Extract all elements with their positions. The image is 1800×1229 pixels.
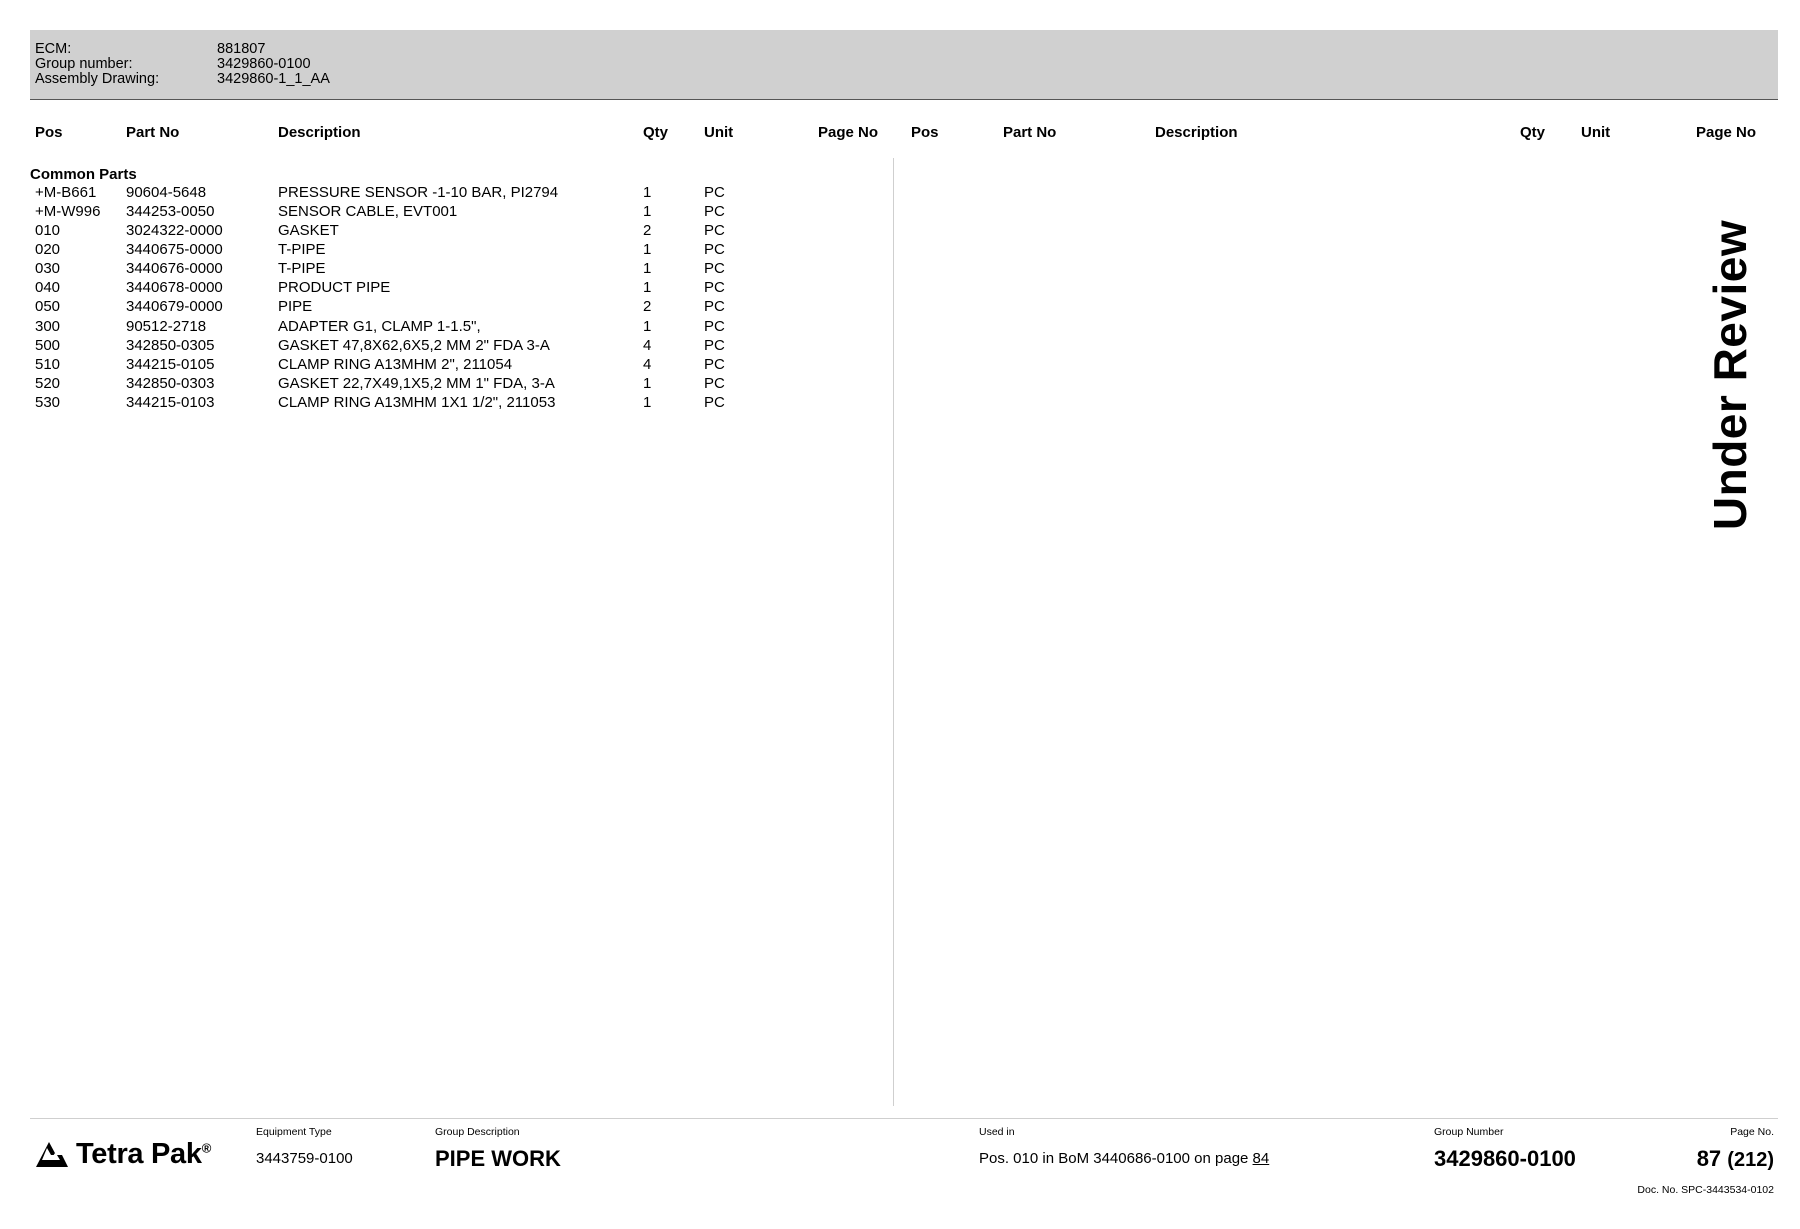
row-qty: 1	[643, 241, 652, 258]
brand-logo	[34, 1136, 211, 1172]
page-total: (212)	[1727, 1149, 1774, 1171]
row-part-no: 3440678-0000	[126, 279, 223, 296]
page-number: 87	[1696, 1146, 1722, 1171]
page-no-value	[1697, 1146, 1774, 1172]
row-part-no: 344215-0103	[126, 394, 215, 411]
row-pos: 520	[35, 375, 61, 392]
row-description: GASKET 47,8X62,6X5,2 MM 2" FDA 3-A	[278, 337, 550, 354]
row-unit: PC	[704, 356, 725, 373]
page-no-label: Page No.	[1730, 1126, 1774, 1138]
row-pos: 010	[35, 222, 61, 239]
row-part-no: 90604-5648	[126, 184, 207, 201]
row-unit: PC	[704, 375, 725, 392]
row-part-no: 90512-2718	[126, 318, 207, 335]
row-unit: PC	[704, 337, 725, 354]
used-in-value	[979, 1150, 1269, 1167]
brand-name	[76, 1138, 211, 1171]
row-pos: 510	[35, 356, 61, 373]
col-unit-left: Unit	[704, 124, 734, 141]
row-pos: 020	[35, 241, 61, 258]
assembly-drawing-label: Assembly Drawing:	[35, 71, 160, 87]
row-qty: 4	[643, 356, 652, 373]
assembly-drawing-value: 3429860-1_1_AA	[217, 71, 330, 87]
row-qty: 2	[643, 222, 652, 239]
col-pos-right: Pos	[911, 124, 939, 141]
row-part-no: 344215-0105	[126, 356, 215, 373]
col-partno-right: Part No	[1003, 124, 1057, 141]
group-number-label: Group number:	[35, 56, 133, 72]
row-part-no: 3440676-0000	[126, 260, 223, 277]
row-qty: 1	[643, 318, 652, 335]
row-unit: PC	[704, 241, 725, 258]
row-qty: 1	[643, 375, 652, 392]
col-unit-right: Unit	[1581, 124, 1611, 141]
col-pageno-right: Page No	[1696, 124, 1757, 141]
ecm-label: ECM:	[35, 41, 72, 57]
row-unit: PC	[704, 222, 725, 239]
row-part-no: 3024322-0000	[126, 222, 223, 239]
group-description-value: PIPE WORK	[435, 1146, 561, 1171]
brand-name-text: Tetra Pak	[76, 1137, 202, 1170]
row-qty: 1	[643, 184, 652, 201]
row-description: PIPE	[278, 298, 313, 315]
row-description: ADAPTER G1, CLAMP 1-1.5",	[278, 318, 481, 335]
ecm-value: 881807	[217, 41, 266, 57]
group-number-footer-label: Group Number	[1434, 1126, 1504, 1138]
row-unit: PC	[704, 203, 725, 220]
group-number-footer-value: 3429860-0100	[1434, 1146, 1576, 1171]
watermark-text: Under Review	[1704, 219, 1756, 531]
col-qty-right: Qty	[1520, 124, 1546, 141]
row-part-no: 342850-0303	[126, 375, 215, 392]
col-pos-left: Pos	[35, 124, 63, 141]
row-qty: 2	[643, 298, 652, 315]
used-in-label: Used in	[979, 1126, 1015, 1138]
col-description-left: Description	[278, 124, 361, 141]
group-description-label: Group Description	[435, 1126, 520, 1138]
col-partno-left: Part No	[126, 124, 180, 141]
row-unit: PC	[704, 279, 725, 296]
row-description: CLAMP RING A13MHM 2", 211054	[278, 356, 513, 373]
row-unit: PC	[704, 260, 725, 277]
row-pos: +M-W996	[35, 203, 101, 220]
row-pos: 500	[35, 337, 61, 354]
header-band	[30, 30, 1778, 100]
row-description: T-PIPE	[278, 260, 326, 277]
used-in-text: Pos. 010 in BoM 3440686-0100 on page	[979, 1150, 1253, 1167]
row-qty: 1	[643, 394, 652, 411]
brand-registered-mark: ®	[201, 1139, 211, 1155]
row-part-no: 3440675-0000	[126, 241, 223, 258]
row-part-no: 344253-0050	[126, 203, 215, 220]
doc-number: Doc. No. SPC-3443534-0102	[1637, 1184, 1774, 1196]
row-pos: +M-B661	[35, 184, 97, 201]
equipment-type-label: Equipment Type	[256, 1126, 332, 1138]
row-unit: PC	[704, 298, 725, 315]
row-description: SENSOR CABLE, EVT001	[278, 203, 458, 220]
row-description: CLAMP RING A13MHM 1X1 1/2", 211053	[278, 394, 556, 411]
col-description-right: Description	[1155, 124, 1238, 141]
row-pos: 030	[35, 260, 61, 277]
col-pageno-left: Page No	[818, 124, 879, 141]
row-part-no: 3440679-0000	[126, 298, 223, 315]
column-divider	[893, 158, 894, 1106]
tetra-pak-logo-icon	[34, 1139, 70, 1169]
row-qty: 1	[643, 260, 652, 277]
row-pos: 300	[35, 318, 61, 335]
row-description: GASKET 22,7X49,1X5,2 MM 1" FDA, 3-A	[278, 375, 555, 392]
row-description: PRODUCT PIPE	[278, 279, 391, 296]
row-pos: 040	[35, 279, 61, 296]
row-description: GASKET	[278, 222, 339, 239]
row-description: T-PIPE	[278, 241, 326, 258]
row-description: PRESSURE SENSOR -1-10 BAR, PI2794	[278, 184, 559, 201]
footer-divider	[30, 1118, 1778, 1119]
group-number-value: 3429860-0100	[217, 56, 311, 72]
row-qty: 1	[643, 203, 652, 220]
row-qty: 1	[643, 279, 652, 296]
row-unit: PC	[704, 184, 725, 201]
row-unit: PC	[704, 394, 725, 411]
row-part-no: 342850-0305	[126, 337, 215, 354]
row-qty: 4	[643, 337, 652, 354]
row-unit: PC	[704, 318, 725, 335]
row-pos: 050	[35, 298, 61, 315]
row-pos: 530	[35, 394, 61, 411]
equipment-type-value: 3443759-0100	[256, 1150, 353, 1167]
col-qty-left: Qty	[643, 124, 669, 141]
used-in-page-link[interactable]: 84	[1252, 1150, 1270, 1167]
section-title: Common Parts	[30, 166, 137, 183]
